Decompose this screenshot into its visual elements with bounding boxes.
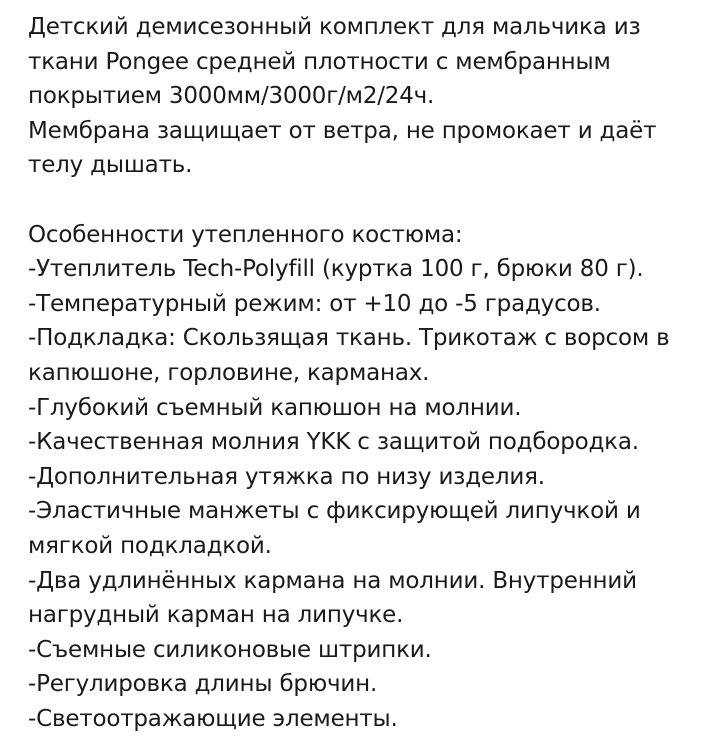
feature-line: -Светоотражающие элементы. xyxy=(28,705,398,732)
feature-line: -Утеплитель Tech-Polyfill (куртка 100 г, брюки 80 г). xyxy=(28,256,644,283)
feature-line: -Качественная молния YKK с защитой подбородка. xyxy=(28,429,639,456)
feature-line: -Регулировка длины брючин. xyxy=(28,671,378,698)
features-heading: Особенности утепленного костюма: xyxy=(28,221,463,248)
feature-line: нагрудный карман на липучке. xyxy=(28,602,404,629)
feature-line: -Эластичные манжеты с фиксирующей липучкой и xyxy=(28,498,641,525)
intro-line: ткани Pongee средней плотности с мембранным xyxy=(28,48,611,75)
intro-line: Мембрана защищает от ветра, не промокает и даёт xyxy=(28,117,657,144)
intro-line: Детский демисезонный комплект для мальчика из xyxy=(28,14,641,40)
feature-line: -Дополнительная утяжка по низу изделия. xyxy=(28,463,545,490)
feature-line: -Глубокий съемный капюшон на молнии. xyxy=(28,394,522,421)
feature-line: -Съемные силиконовые штрипки. xyxy=(28,636,432,663)
intro-line: покрытием 3000мм/3000г/м2/24ч. xyxy=(28,83,435,110)
feature-line: -Температурный режим: от +10 до -5 градусов. xyxy=(28,290,601,317)
feature-line: мягкой подкладкой. xyxy=(28,532,272,559)
feature-line: капюшоне, горловине, карманах. xyxy=(28,359,430,386)
intro-line: телу дышать. xyxy=(28,152,193,179)
feature-line: -Подкладка: Скользящая ткань. Трикотаж с ворсом в xyxy=(28,325,670,352)
feature-line: -Два удлинённых кармана на молнии. Внутренний xyxy=(28,567,637,594)
paragraph-spacer xyxy=(28,183,698,218)
